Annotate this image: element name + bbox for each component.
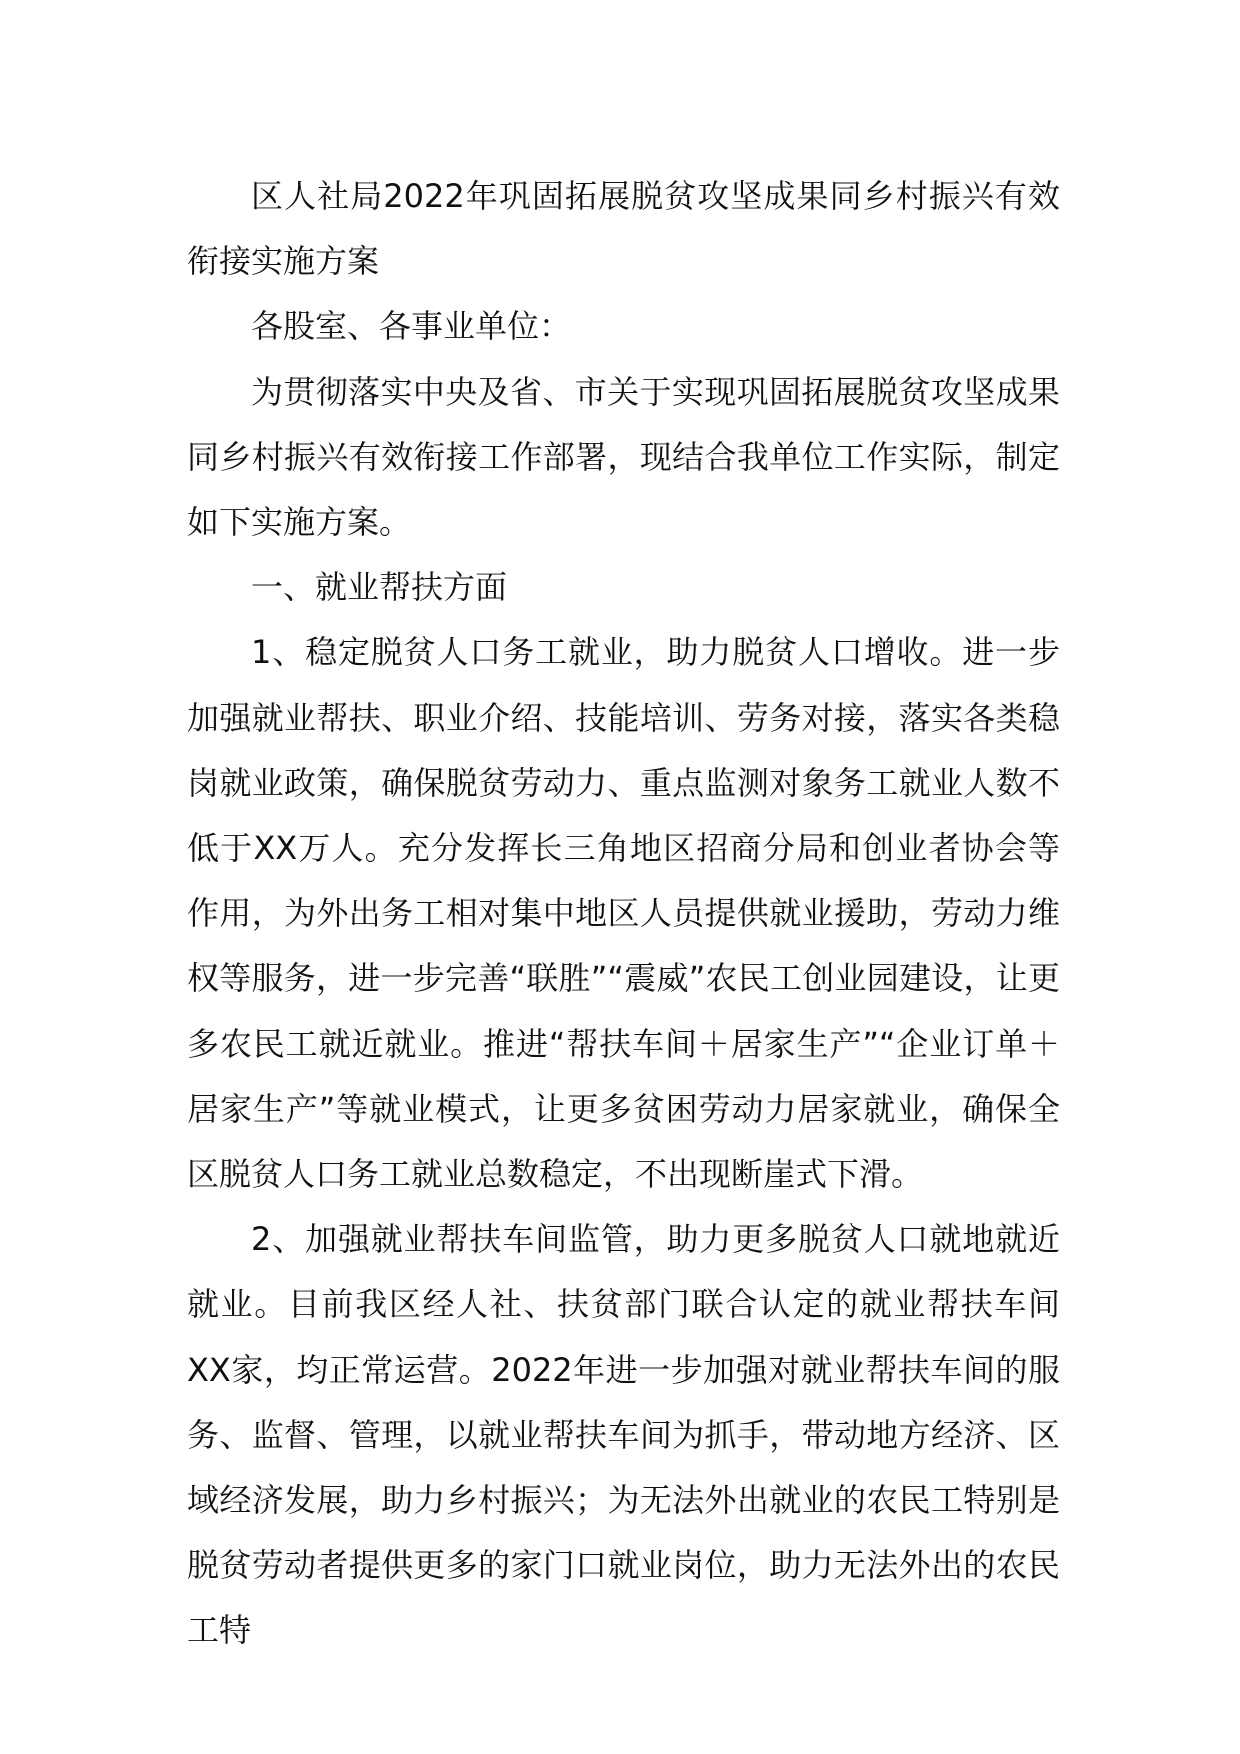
body-paragraph: 1、稳定脱贫人口务工就业，助力脱贫人口增收。进一步加强就业帮扶、职业介绍、技能培训、劳务对接，落实各类稳岗就业政策，确保脱贫劳动力、重点监测对象务工就业人数不低于XX万人。充分发挥长三角地区招商分局和创业者协会等作用，为外出务工相对集中地区人员提供就业援助，劳动力维权等服务，进一步完善“联胜”“震威”农民工创业园建设，让更多农民工就近就业。推进“帮扶车间＋居家生产”“企业订单＋居家生产”等就业模式，让更多贫困劳动力居家就业，确保全区脱贫人口务工就业总数稳定，不出现断崖式下滑。: [187, 633, 1060, 1194]
section-heading: 一、就业帮扶方面: [251, 568, 508, 607]
body-paragraph: 2、加强就业帮扶车间监管，助力更多脱贫人口就地就近就业。目前我区经人社、扶贫部门联合认定的就业帮扶车间XX家，均正常运营。2022年进一步加强对就业帮扶车间的服务、监督、管理，以就业帮扶车间为抓手，带动地方经济、区域经济发展，助力乡村振兴；为无法外出就业的农民工特别是脱贫劳动者提供更多的家门口就业岗位，助力无法外出的农民工特: [187, 1220, 1060, 1650]
intro-paragraph: 为贯彻落实中央及省、市关于实现巩固拓展脱贫攻坚成果同乡村振兴有效衔接工作部署，现结合我单位工作实际，制定如下实施方案。: [187, 372, 1060, 542]
document-body: [187, 164, 1060, 1664]
salutation: 各股室、各事业单位：: [251, 307, 572, 346]
document-title: 区人社局2022年巩固拓展脱贫攻坚成果同乡村振兴有效衔接实施方案: [187, 177, 1060, 281]
